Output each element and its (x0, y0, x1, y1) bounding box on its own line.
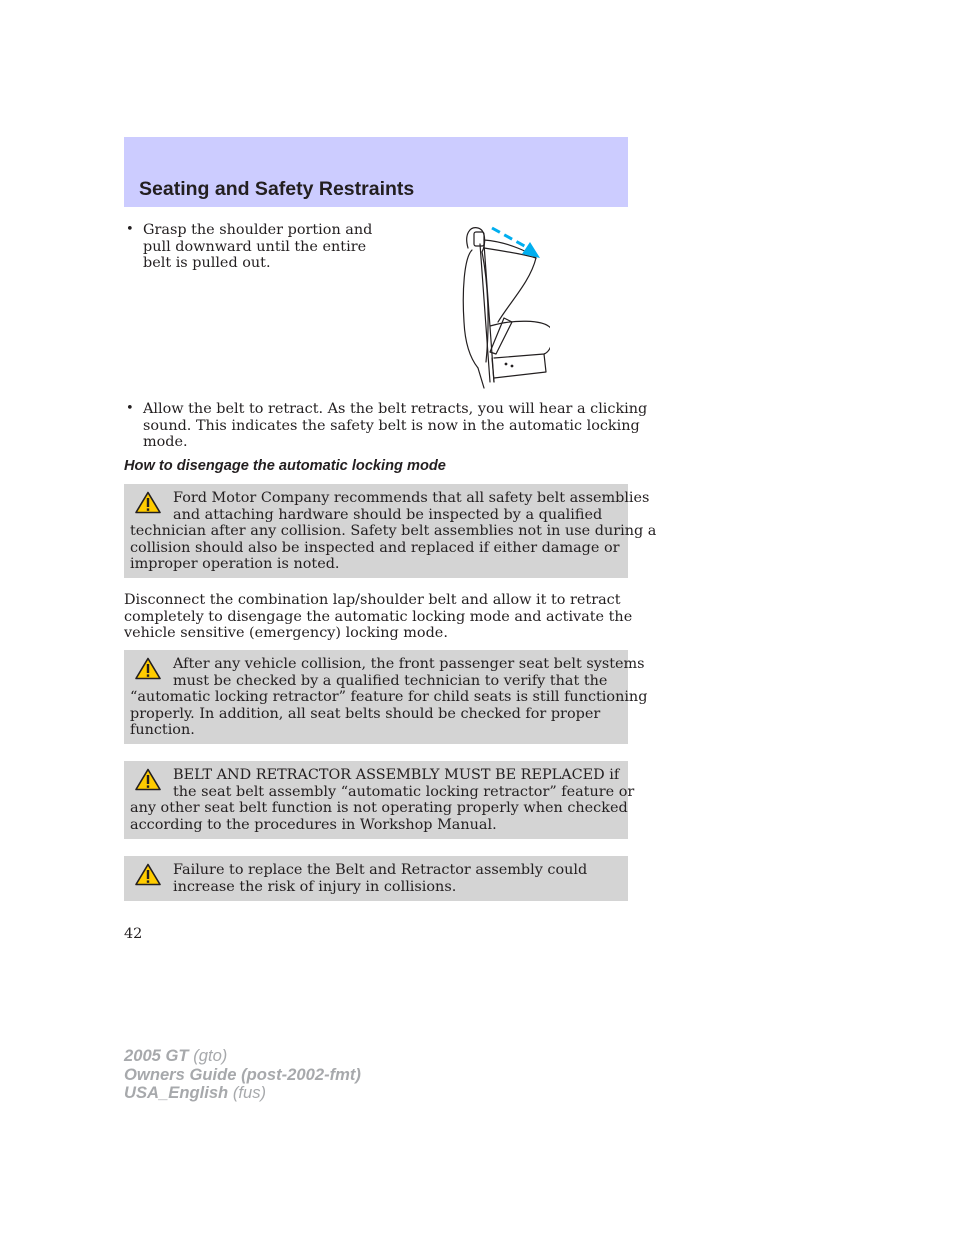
footer-language: USA_English (124, 1083, 229, 1102)
warning-box (124, 650, 648, 744)
bullet-text-line: Allow the belt to retract. As the belt retracts, you will hear a clicking (143, 401, 648, 417)
bullet-item (126, 401, 648, 453)
subheading: How to disengage the automatic locking mode (124, 458, 446, 474)
warning-text-line: and attaching hardware should be inspected by a qualified (173, 506, 603, 523)
warning-text-line: according to the procedures in Workshop Manual. (130, 816, 497, 833)
section-header-band (124, 137, 628, 207)
paragraph-line: completely to disengage the automatic locking mode and activate the (124, 608, 633, 625)
warning-text-line: properly. In addition, all seat belts should be checked for proper (130, 705, 601, 722)
footer-model-code: (gto) (193, 1046, 228, 1065)
bullet-text-line: sound. This indicates the safety belt is now in the automatic locking (143, 417, 640, 434)
warning-box (124, 484, 657, 578)
warning-text-line: technician after any collision. Safety belt assemblies not in use during a (130, 523, 657, 539)
footer-line (124, 1066, 361, 1085)
paragraph-line: Disconnect the combination lap/shoulder belt and allow it to retract (124, 592, 621, 608)
warning-text-line: improper operation is noted. (130, 556, 340, 572)
warning-text-line: increase the risk of injury in collisions. (173, 878, 457, 895)
warning-box (124, 761, 635, 839)
warning-text-line: Ford Motor Company recommends that all safety belt assemblies (173, 490, 650, 506)
bullet-text-line: pull downward until the entire (143, 238, 367, 255)
warning-box (124, 856, 628, 901)
footer-line (124, 1047, 361, 1066)
warning-text-line: Failure to replace the Belt and Retractor assembly could (173, 862, 588, 878)
bullet-item (126, 222, 426, 274)
footer-line (124, 1084, 361, 1103)
seat-belt-pull-illustration (450, 222, 550, 390)
footer-language-code: (fus) (232, 1083, 267, 1102)
section-title: Seating and Safety Restraints (139, 178, 415, 200)
body-paragraph (124, 592, 633, 642)
warning-text-line: function. (130, 722, 195, 738)
footer-model: 2005 GT (124, 1046, 189, 1065)
bullet-text-line: belt is pulled out. (143, 255, 271, 271)
warning-text-line: must be checked by a qualified technician to verify that the (173, 672, 608, 689)
warning-text-line: BELT AND RETRACTOR ASSEMBLY MUST BE REPLACED if (173, 767, 620, 783)
warning-text-line: After any vehicle collision, the front passenger seat belt systems (173, 656, 645, 672)
warning-text-line: collision should also be inspected and replaced if either damage or (130, 539, 620, 556)
bullet-symbol: • (126, 401, 134, 416)
paragraph-line: vehicle sensitive (emergency) locking mode. (124, 625, 448, 641)
bullet-text-line: Grasp the shoulder portion and (143, 222, 373, 238)
warning-text-line: “automatic locking retractor” feature for child seats is still functioning (130, 689, 648, 705)
bullet-symbol: • (126, 222, 134, 237)
warning-text-line: any other seat belt function is not operating properly when checked (130, 800, 628, 816)
warning-text-line: the seat belt assembly “automatic locking retractor” feature or (173, 783, 635, 800)
footer-guide: Owners Guide (post-2002-fmt) (124, 1064, 361, 1084)
bullet-text-line: mode. (143, 434, 188, 450)
page-number: 42 (124, 926, 143, 942)
document-footer (124, 1047, 361, 1103)
